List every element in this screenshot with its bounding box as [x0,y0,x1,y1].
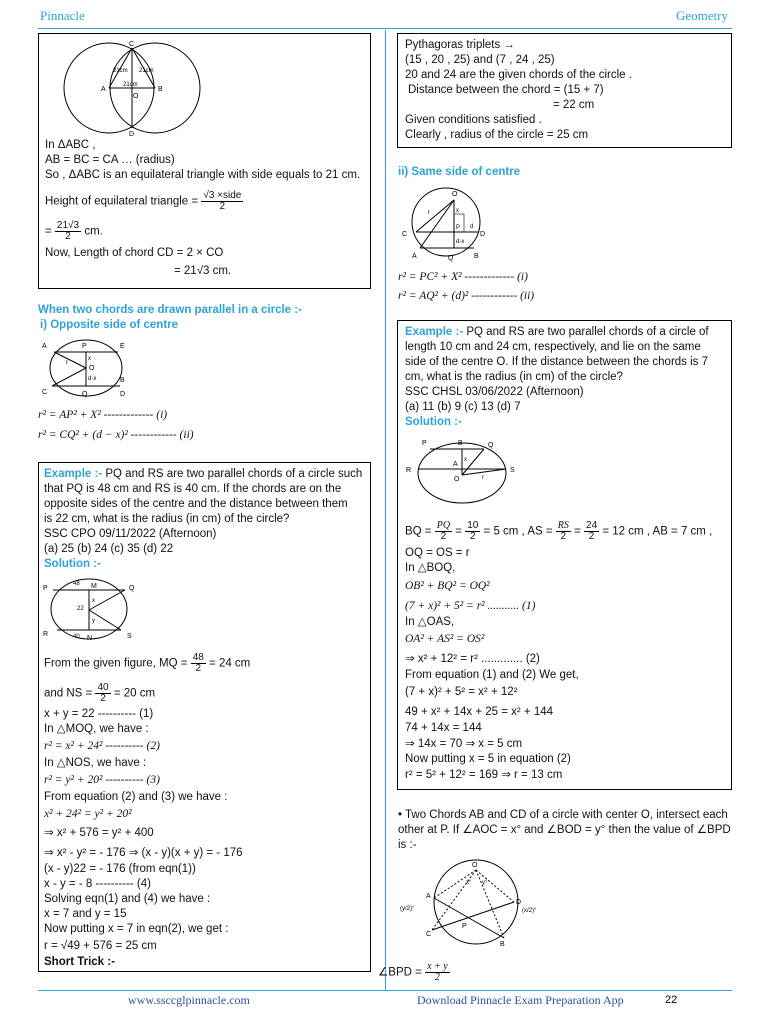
solution-line: x - y = - 8 ---------- (4) [44,878,151,890]
footer-rule [38,990,732,991]
figR-s: S [510,467,515,474]
solution-line: In △BOQ, [405,562,456,574]
question-line: cm, what is the radius (in cm) of the circle? [405,371,623,383]
fig3-b: B [474,253,479,260]
fig2-label-o: O [89,365,95,372]
solution-line: Now putting x = 7 in eqn(2), we get : [44,923,229,935]
figL-p: P [43,585,48,592]
triplets-box [397,33,732,148]
fig2-label-x: x [88,356,91,362]
text-line: other at P. If ∠AOC = x° and ∠BOD = y° then the value of ∠BPD [398,824,731,836]
example-box-right [397,320,732,790]
height-formula [45,191,243,212]
solution-line: and NS = $\frac{40}{2}$ = 20 cm [44,682,156,704]
solution-line: From equation (2) and (3) we have : [44,791,228,803]
figR-o: O [454,476,460,483]
two-circles-figure [47,38,217,138]
question-options: (a) 25 (b) 24 (c) 35 (d) 22 [44,543,174,555]
header-subject: Geometry [676,8,728,23]
text-line: AB = BC = CA … (radius) [45,154,175,166]
solution-line: 74 + 14x = 144 [405,722,482,734]
subsection-heading: ii) Same side of centre [398,166,521,178]
figR-p: P [422,440,427,447]
question-source: SSC CHSL 03/06/2022 (Afternoon) [405,386,584,398]
fig1-len-1: 21cm [113,68,128,74]
text-line: So , ΔABC is an equilateral triangle with side equals to 21 cm. [45,169,361,181]
fraction: $\frac{x + y}{2}$ [427,961,448,983]
text-line: In ΔABC , [45,139,96,151]
header-rule [38,28,732,29]
text-line: 20 and 24 are the given chords of the circle . [405,69,632,81]
question-options: (a) 11 (b) 9 (c) 13 (d) 7 [405,401,521,413]
solution-line: r² = x² + 24² ---------- (2) [44,740,160,752]
same-side-figure [398,184,488,262]
fig3-p: P [456,225,461,231]
fig1-len-3: 21cm [123,82,138,88]
figL-m: M [91,583,97,590]
fig4-y2: (y/2)° [400,906,415,912]
fraction: $\frac{\text{√3 ×side}}{2}$ [203,190,242,212]
fig2-label-d: D [120,391,126,398]
fig3-r: r [428,210,430,216]
header-brand: Pinnacle [40,8,85,23]
fig4-y: y° [482,880,488,886]
fig2-label-e: E [120,343,125,350]
figL-r: R [43,631,49,638]
fig1-len-2: 21cm [139,68,154,74]
solution-line: In △OAS, [405,616,455,628]
opposite-chords-figure [40,338,130,400]
fraction: $\frac{PQ}{2}$ [436,520,451,542]
fig4-c: C [426,931,432,938]
column-divider [385,30,386,990]
equation-i: r² = AP² + X² ------------- (i) [38,409,168,421]
solution-line: ⇒ x² + 12² = r² ............. (2) [405,653,540,665]
solution-line: Now putting x = 5 in equation (2) [405,753,571,765]
figL-s: S [127,633,132,640]
figR-q: Q [488,442,494,449]
solution-line: ⇒ x² + 576 = y² + 400 [44,827,154,839]
fig3-d2: d [470,224,474,230]
fraction: $\frac{21√3}{2}$ [56,220,80,242]
solution-line: In △NOS, we have : [44,757,147,769]
section-heading: When two chords are drawn parallel in a circle :- [38,304,302,316]
solution-line: 49 + x² + 14x + 25 = x² + 144 [405,706,554,718]
solution-line: r² = y² + 20² ---------- (3) [44,774,160,786]
text-line: is :- [398,839,417,851]
text-line: Distance between the chord = (15 + 7) [408,84,604,96]
fig2-label-q: Q [82,391,88,398]
fig2-label-b: B [120,377,125,384]
fraction: $\frac{48}{2}$ [192,652,204,674]
example-figure-right [406,435,526,507]
figL-q: Q [129,585,135,592]
fig1-label-o: O [133,93,139,100]
fig1-label-d: D [129,131,135,138]
solution-line: (7 + x)² + 5² = r² ........... (1) [405,600,536,612]
solution-line: (7 + x)² + 5² = x² + 12² [405,686,518,698]
question-line: that PQ is 48 cm and RS is 40 cm. If the chords are on the [44,483,342,495]
question-line: length 10 cm and 24 cm, respectively, and lie on the same [405,341,701,353]
figR-r: R [406,467,412,474]
footer-website-link[interactable]: www.ssccglpinnacle.com [128,993,250,1007]
solution-line: ⇒ x² - y² = - 176 ⇒ (x - y)(x + y) = - 176 [44,847,243,859]
subsection-heading: i) Opposite side of centre [40,319,179,331]
height-value: = $\frac{21√3}{2}$ cm. [45,220,103,242]
text-line: Now, Length of chord CD = 2 × CO [45,247,224,259]
text-line: • Two Chords AB and CD of a circle with center O, intersect each [398,809,728,821]
fig2-label-r: r [66,360,68,366]
text-line: Pythagoras triplets → [405,39,515,51]
figL-n: N [87,635,93,642]
text-line: Given conditions satisfied . [405,114,542,126]
question-line: Example :- PQ and RS are two parallel chords of a circle such [44,468,363,480]
fig2-label-dx: d-x [88,376,97,382]
solution-line: x + y = 22 ---------- (1) [44,708,154,720]
solution-line: OQ = OS = r [405,547,470,559]
figL-y: y [92,618,95,624]
fig4-d: D [516,899,522,906]
fig4-a: A [426,893,431,900]
fig4-p: P [462,923,467,930]
solution-line: From the given figure, MQ = $\frac{48}{2}$ = 24 cm [44,652,251,674]
fig4-x: x° [466,880,472,886]
text-line: Clearly , radius of the circle = 25 cm [405,129,589,141]
page-number: 22 [665,994,678,1006]
example-figure-left [43,576,139,642]
fig2-label-p: P [82,343,87,350]
fig1-label-b: B [158,86,163,93]
bpd-formula: ∠BPD = $\frac{x + y}{2}$ [378,961,448,983]
fig1-label-a: A [101,86,106,93]
figL-22: 22 [77,606,84,612]
short-trick-label: Short Trick :- [44,956,115,968]
equation-ii: r² = CQ² + (d − x)² ------------ (ii) [38,429,194,441]
text-line: = 21√3 cm. [174,265,232,277]
figL-40: 40 [73,634,80,640]
fig4-o: O [472,862,478,869]
solution-label: Solution :- [405,416,462,428]
solution-label: Solution :- [44,558,101,570]
fig3-o: O [452,191,458,198]
solution-line: Solving eqn(1) and (4) we have : [44,893,211,905]
solution-line: ⇒ 14x = 70 ⇒ x = 5 cm [405,738,523,750]
question-line: opposite sides of the centre and the distance between them [44,498,348,510]
equation-ii: r² = AQ² + (d)² ------------ (ii) [398,290,535,302]
solution-line: In △MOQ, we have : [44,723,149,735]
fraction: $\frac{40}{2}$ [97,682,109,704]
question-line: side of the centre O. If the distance between the chords is 7 [405,356,709,368]
figR-a: A [453,461,458,468]
solution-line: x = 7 and y = 15 [44,908,127,920]
fig3-x: x [456,208,459,214]
question-source: SSC CPO 09/11/2022 (Afternoon) [44,528,217,540]
equilateral-box [38,33,371,289]
intersecting-chords-figure [396,856,556,948]
solution-line: OB² + BQ² = OQ² [405,580,490,592]
solution-line: From equation (1) and (2) We get, [405,669,579,681]
question-line: is 22 cm, what is the radius (in cm) of the circle? [44,513,290,525]
figL-48: 48 [73,581,80,587]
text-line: (15 , 20 , 25) and (7 , 24 , 25) [405,54,555,66]
solution-line: (x - y)22 = - 176 (from eqn(1)) [44,863,196,875]
question-line: Example :- PQ and RS are two parallel chords of a circle of [405,326,709,338]
fig3-dx: d-x [456,239,465,245]
figR-x: x [464,457,467,463]
fig3-c: C [402,231,408,238]
fig3-d: D [480,231,486,238]
fig3-q: Q [448,255,454,262]
example-box-left [38,462,371,972]
solution-line: r = √49 + 576 = 25 cm [44,940,157,952]
footer-app-link[interactable]: Download Pinnacle Exam Preparation App [417,993,624,1007]
fraction: $\frac{10}{2}$ [467,520,479,542]
solution-line: x² + 24² = y² + 20² [44,808,132,820]
figL-x: x [92,598,95,604]
fig2-label-c: C [42,389,48,396]
figR-r2: r [482,475,484,481]
text-line: = 22 cm [553,99,595,111]
fraction: $\frac{24}{2}$ [586,520,598,542]
fig4-x2: (x/2)° [522,908,537,914]
fraction: $\frac{RS}{2}$ [557,520,569,542]
fig2-label-a: A [42,343,47,350]
solution-line: OA² + AS² = OS² [405,633,485,645]
solution-line: r² = 5² + 12² = 169 ⇒ r = 13 cm [405,769,563,781]
solution-line: BQ = $\frac{PQ}{2}$ = $\frac{10}{2}$ = 5 cm , AS = $\frac{RS}{2}$ = $\frac{24}{2}$ = 12 cm , AB = 7 cm , [405,520,713,542]
text-line: Height of equilateral triangle = [45,195,199,208]
equation-i: r² = PC² + X² ------------- (i) [398,271,528,283]
figR-b: B [458,440,463,447]
fig3-a: A [412,253,417,260]
fig4-b: B [500,941,505,948]
fig1-label-c: C [129,41,135,48]
